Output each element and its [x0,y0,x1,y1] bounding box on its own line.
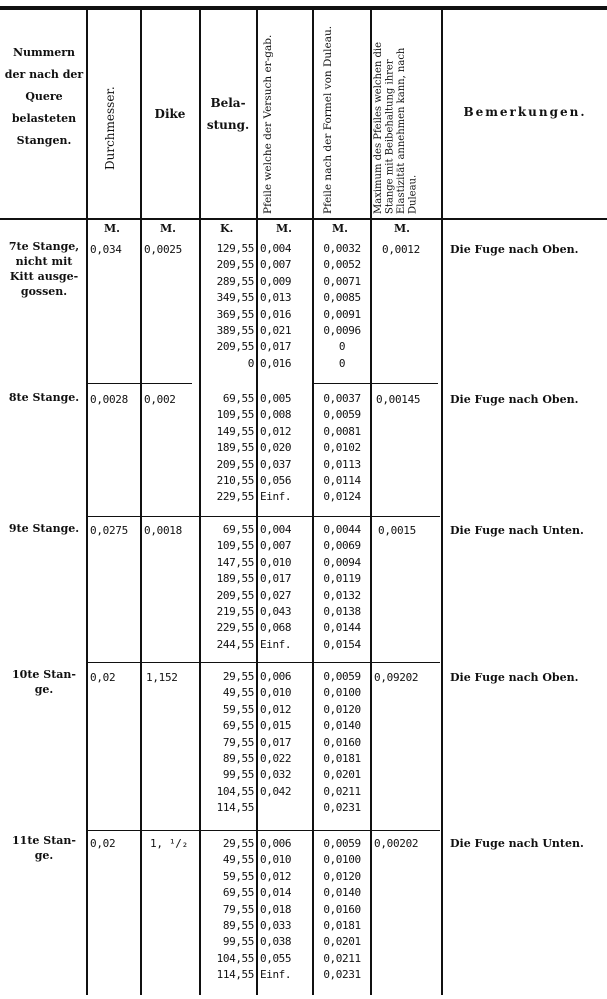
max-7: 0,0012 [382,243,420,256]
table-cell: 0,0211 [323,784,361,798]
table-cell: 59,55 [222,702,254,716]
table-cell: 69,55 [222,523,254,536]
table-cell: 389,55 [216,324,254,338]
table-cell: 99,55 [222,935,254,949]
table-cell: 0,0081 [323,424,361,438]
table-cell: 0,007 [260,258,292,272]
table-cell: 0,0096 [323,324,361,338]
table-cell: 209,55 [216,340,254,354]
table-cell: 289,55 [216,274,254,288]
table-cell: 129,55 [216,242,254,255]
table-cell: 210,55 [216,474,254,488]
unit-load: K. [220,222,234,235]
table-cell: 114,55 [216,801,254,815]
group-separator [86,662,440,663]
table-cell: 109,55 [216,408,254,422]
table-cell: 209,55 [216,457,254,471]
table-cell: 0 [338,356,346,370]
table-cell: 0,0119 [323,572,361,586]
header-load: Bela-stung. [206,96,250,132]
table-cell: 0,005 [260,392,292,405]
table-cell: 109,55 [216,539,254,553]
table-cell: 0,0181 [323,752,361,766]
table-cell: 0,018 [260,902,292,916]
table-cell: 0,0032 [323,242,361,255]
table-cell: 0,0211 [323,951,361,965]
table-cell: 0 [247,356,254,370]
table-cell: 0,013 [260,291,292,305]
table-cell: 0,0052 [323,258,361,272]
table-cell: 0,068 [260,621,292,635]
col-divider [441,10,443,995]
table-cell: 229,55 [216,621,254,635]
table-cell: 147,55 [216,555,254,569]
table-cell: 0,010 [260,555,292,569]
table-cell: Einf. [260,637,292,651]
measured-col-10 [260,669,310,817]
table-cell: Einf. [260,490,292,504]
table-cell: Einf. [260,968,292,982]
table-cell: 0,037 [260,457,292,471]
table-cell: 99,55 [222,768,254,782]
table-cell: 0,0059 [323,837,361,850]
table-cell: 0,0120 [323,869,361,883]
table-cell: 219,55 [216,605,254,619]
table-cell: 0,0091 [323,307,361,321]
unit-thickness: M. [160,222,177,235]
row-label-8: 8te Stange. [8,391,80,404]
max-9: 0,0015 [378,524,416,537]
table-cell: 0,0069 [323,539,361,553]
table-cell: 0,033 [260,919,292,933]
formula-col-8 [314,391,370,506]
table-cell: 0,0201 [323,768,361,782]
col-divider [140,10,142,995]
table-cell: 0,007 [260,539,292,553]
table-cell: 0,009 [260,274,292,288]
table-cell: 104,55 [216,951,254,965]
table-cell: 0,0140 [323,886,361,900]
table-cell: 0,015 [260,719,292,733]
header-max-arrow: Maximum des Pfeiles welchen die Stange mit Beibehaltung ihrer Elastizität annehmen kann, nach Duleau. [373,42,419,214]
table-cell: 0,0100 [323,686,361,700]
remark-8: Die Fuge nach Oben. [450,393,579,406]
max-8: 0,00145 [376,393,421,406]
table-cell: 349,55 [216,291,254,305]
table-cell: 29,55 [222,670,254,683]
table-cell: 0,016 [260,356,292,370]
table-cell: 0,0231 [323,801,361,815]
table-cell: 0,0154 [323,637,361,651]
group-separator [314,383,438,384]
table-cell: 0,010 [260,686,292,700]
remark-7: Die Fuge nach Oben. [450,243,579,256]
table-cell: 0,0113 [323,457,361,471]
table-cell: 104,55 [216,784,254,798]
max-10: 0,09202 [374,671,419,684]
table-cell: 0,0231 [323,968,361,982]
unit-diameter: M. [104,222,121,235]
top-rule [0,6,607,10]
table-cell: 0,0120 [323,702,361,716]
table-cell: 0,014 [260,886,292,900]
table-cell: 0,016 [260,307,292,321]
table-cell: 0,0100 [323,853,361,867]
table-cell: 0,0044 [323,523,361,536]
remark-11: Die Fuge nach Unten. [450,837,584,850]
table-cell: 0,0124 [323,490,361,504]
table-cell: 0,006 [260,670,292,683]
formula-col-11 [314,836,370,984]
diameter-7: 0,034 [90,243,122,256]
table-cell: 49,55 [222,853,254,867]
table-cell: 0,012 [260,702,292,716]
formula-col-7 [314,241,370,372]
table-cell: 0,017 [260,340,292,354]
table-cell: 189,55 [216,572,254,586]
table-cell: 0,042 [260,784,292,798]
group-separator [86,383,192,384]
col-divider [86,10,88,995]
load-col-8 [200,391,254,506]
table-cell: 0,038 [260,935,292,949]
table-cell: 209,55 [216,588,254,602]
thickness-10: 1,152 [146,671,178,684]
table-cell: 0,004 [260,242,292,255]
table-cell: 0,043 [260,605,292,619]
table-cell: 0,008 [260,408,292,422]
table-cell: 69,55 [222,719,254,733]
table-cell: 189,55 [216,441,254,455]
table-cell: 0,0037 [323,392,361,405]
table-cell: 69,55 [222,886,254,900]
table-cell: 79,55 [222,735,254,749]
table-cell: 0,0085 [323,291,361,305]
table-cell: 0,017 [260,572,292,586]
thickness-8: 0,002 [144,393,176,406]
table-cell: 0,0059 [323,408,361,422]
table-cell: 0 [338,340,346,354]
load-col-9 [200,522,254,653]
diameter-10: 0,02 [90,671,116,684]
header-numbers: Nummern der nach der Quere belasteten Stangen. [4,46,84,147]
diameter-9: 0,0275 [90,524,128,537]
col-divider [256,10,258,995]
row-label-7: 7te Stange, nicht mit Kitt ausge- gossen. [8,240,80,298]
formula-col-9 [314,522,370,653]
unit-measured: M. [276,222,293,235]
table-cell: 0,020 [260,441,292,455]
table-cell: 29,55 [222,837,254,850]
group-separator [86,830,440,831]
remark-9: Die Fuge nach Unten. [450,524,584,537]
table-cell: 0,027 [260,588,292,602]
header-bottom-rule [0,218,607,220]
table-cell: 0,0160 [323,735,361,749]
row-label-10: 10te Stan- ge. [12,668,76,696]
header-formula-arrow: Pfeile nach der Formel von Duleau. [322,25,334,214]
table-cell: 244,55 [216,637,254,651]
table-cell: 0,0144 [323,621,361,635]
formula-col-10 [314,669,370,817]
group-separator [86,516,440,517]
header-measured-arrow: Pfeile welche der Versuch er-gab. [262,34,274,214]
header-remarks: Bemerkungen. [463,105,587,119]
load-col-11 [200,836,254,984]
table-cell: 0,0138 [323,605,361,619]
table-cell: 0,012 [260,424,292,438]
table-cell: 79,55 [222,902,254,916]
measured-col-11 [260,836,310,984]
measured-col-8 [260,391,310,506]
table-cell: 229,55 [216,490,254,504]
table-cell: 0,056 [260,474,292,488]
row-label-11: 11te Stan- ge. [12,834,76,862]
diameter-8: 0,0028 [90,393,128,406]
table-cell: 149,55 [216,424,254,438]
diameter-11: 0,02 [90,837,116,850]
table-cell: 0,021 [260,324,292,338]
table-cell: 0,012 [260,869,292,883]
row-label-9: 9te Stange. [8,522,80,535]
table-cell: 0,0201 [323,935,361,949]
header-diameter: Durchmesser. [103,86,117,170]
table-cell: 0,010 [260,853,292,867]
table-cell: 0,0114 [323,474,361,488]
unit-formula: M. [332,222,349,235]
table-cell: 49,55 [222,686,254,700]
load-col-10 [200,669,254,817]
table-cell [260,800,310,816]
table-cell: 0,004 [260,523,292,536]
table-cell: 59,55 [222,869,254,883]
table-cell: 0,0181 [323,919,361,933]
table-cell: 0,0132 [323,588,361,602]
thickness-11: 1, ¹/₂ [150,837,188,850]
table-cell: 89,55 [222,919,254,933]
table-cell: 369,55 [216,307,254,321]
measured-col-7 [260,241,310,372]
remark-10: Die Fuge nach Oben. [450,671,579,684]
thickness-7: 0,0025 [144,243,182,256]
thickness-9: 0,0018 [144,524,182,537]
table-cell: 0,0071 [323,274,361,288]
table-cell: 0,055 [260,951,292,965]
max-11: 0,00202 [374,837,419,850]
measured-col-9 [260,522,310,653]
table-cell: 0,032 [260,768,292,782]
table-cell: 69,55 [222,392,254,405]
table-cell: 0,0059 [323,670,361,683]
unit-max: M. [394,222,411,235]
header-thickness: Dike [154,107,186,121]
table-cell: 0,0094 [323,555,361,569]
table-cell: 0,0160 [323,902,361,916]
table-cell: 114,55 [216,968,254,982]
table-cell: 0,017 [260,735,292,749]
table-cell: 0,0102 [323,441,361,455]
table-cell: 0,0140 [323,719,361,733]
table-cell: 0,006 [260,837,292,850]
load-col-7 [200,241,254,372]
col-divider [370,10,372,995]
table-cell: 0,022 [260,752,292,766]
table-cell: 209,55 [216,258,254,272]
table-cell: 89,55 [222,752,254,766]
